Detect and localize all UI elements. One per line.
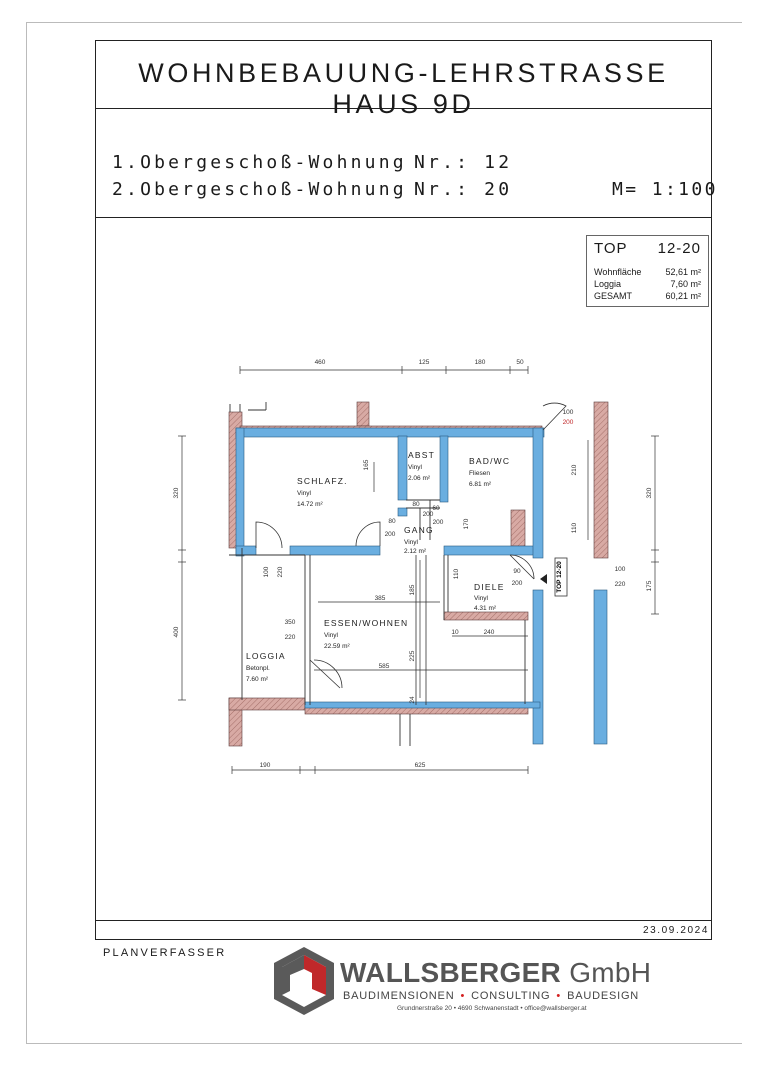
dim-top: 125 — [418, 359, 430, 366]
room-material-bad: Fliesen — [469, 470, 490, 477]
floor-line-1-nr: Nr.: 12 — [414, 152, 513, 173]
dim-inner: 220 — [284, 634, 296, 641]
dim-inner: 350 — [284, 619, 296, 626]
dim-inner: 100 — [614, 566, 626, 573]
company-address: Grundnerstraße 20 • 4690 Schwanenstadt • office@wallsberger.at — [397, 1005, 587, 1012]
dim-top: 50 — [516, 359, 524, 366]
room-name-schlafz: SCHLAFZ. — [297, 476, 348, 486]
room-area-diele: 4.31 m² — [474, 605, 497, 612]
tagline-item: CONSULTING — [471, 990, 551, 1002]
top-label: TOP — [594, 240, 628, 257]
dim-inner: 585 — [378, 663, 390, 670]
dim-inner: 200 — [562, 419, 574, 426]
room-material-gang: Vinyl — [404, 539, 418, 546]
room-area-loggia: 7.60 m² — [246, 676, 269, 683]
dim-bottom: 625 — [414, 762, 426, 769]
interior-lines — [229, 402, 525, 746]
dim-inner: 185 — [409, 584, 416, 596]
dim-inner: 240 — [483, 629, 495, 636]
dim-inner: 10 — [451, 629, 459, 636]
dim-bottom: 190 — [259, 762, 271, 769]
floor-line-2-nr: Nr.: 20 — [414, 179, 513, 200]
room-area-essen: 22.59 m² — [324, 643, 350, 650]
area-row-name: Wohnfläche — [594, 267, 642, 277]
scale-label: M= 1:100 — [612, 179, 718, 200]
dim-inner: 100 — [562, 409, 574, 416]
dim-inner: 80 — [412, 501, 420, 508]
dim-top: 180 — [474, 359, 486, 366]
dim-right: 320 — [646, 487, 653, 499]
area-row-value: 60,21 m² — [665, 291, 701, 301]
dim-inner: 200 — [432, 519, 444, 526]
company-name — [340, 957, 651, 989]
plan-date: 23.09.2024 — [642, 925, 709, 936]
dim-inner: 200 — [384, 531, 396, 538]
dim-right: 175 — [646, 580, 653, 592]
room-material-loggia: Betonpl. — [246, 665, 270, 672]
dim-inner: 170 — [463, 518, 470, 530]
company-name-main: WALLSBERGER — [340, 957, 562, 988]
area-row-name: GESAMT — [594, 291, 633, 301]
entrance-label: TOP 12-20 — [556, 561, 563, 593]
dim-inner: 24 — [409, 696, 416, 704]
dim-inner: 110 — [453, 568, 460, 580]
planverfasser-label: PLANVERFASSER — [103, 947, 227, 959]
room-name-bad: BAD/WC — [469, 456, 511, 466]
room-name-loggia: LOGGIA — [246, 651, 286, 661]
tagline-item: BAUDIMENSIONEN — [343, 990, 455, 1002]
entrance-marker — [540, 558, 567, 596]
dim-inner: 200 — [422, 511, 434, 518]
dim-inner: 60 — [432, 505, 440, 512]
page-title: WOHNBEBAUUNG-LEHRSTRASSE HAUS 9D — [138, 58, 669, 119]
room-area-bad: 6.81 m² — [469, 481, 492, 488]
floor-line-2-label: 2.Obergeschoß-Wohnung — [112, 179, 407, 200]
floor-line-1-label: 1.Obergeschoß-Wohnung — [112, 152, 407, 173]
area-row-value: 52,61 m² — [665, 267, 701, 277]
room-material-diele: Vinyl — [474, 595, 488, 602]
room-material-schlafz: Vinyl — [297, 490, 311, 497]
room-name-essen: ESSEN/WOHNEN — [324, 618, 409, 628]
room-name-gang: GANG — [404, 525, 434, 535]
room-material-essen: Vinyl — [324, 632, 338, 639]
dim-inner: 220 — [277, 566, 284, 578]
dim-inner: 200 — [511, 580, 523, 587]
company-name-suffix: GmbH — [569, 957, 652, 988]
room-area-abst: 2.06 m² — [408, 475, 431, 482]
company-logo — [272, 945, 336, 1017]
dim-inner: 100 — [263, 566, 270, 578]
dim-left: 320 — [173, 487, 180, 499]
room-name-diele: DIELE — [474, 582, 505, 592]
room-labels — [246, 450, 510, 683]
area-row-name: Loggia — [594, 279, 622, 289]
dim-inner: 80 — [388, 518, 396, 525]
dim-inner: 210 — [571, 464, 578, 476]
dim-inner: 90 — [513, 568, 521, 575]
room-area-gang: 2.12 m² — [404, 548, 427, 555]
dim-inner: 385 — [374, 595, 386, 602]
top-value: 12-20 — [657, 240, 701, 257]
room-material-abst: Vinyl — [408, 464, 422, 471]
dim-inner: 165 — [363, 459, 370, 471]
room-name-abst: ABST — [408, 450, 436, 460]
dim-inner: 110 — [571, 522, 578, 534]
dim-left: 400 — [173, 626, 180, 638]
dim-inner: 225 — [409, 650, 416, 662]
room-area-schlafz: 14.72 m² — [297, 501, 323, 508]
dim-top: 460 — [314, 359, 326, 366]
tagline-item: BAUDESIGN — [567, 990, 640, 1002]
company-tagline: BAUDIMENSIONEN • CONSULTING • BAUDESIGN — [343, 990, 640, 1002]
area-row-value: 7,60 m² — [670, 279, 701, 289]
dim-inner: 220 — [614, 581, 626, 588]
